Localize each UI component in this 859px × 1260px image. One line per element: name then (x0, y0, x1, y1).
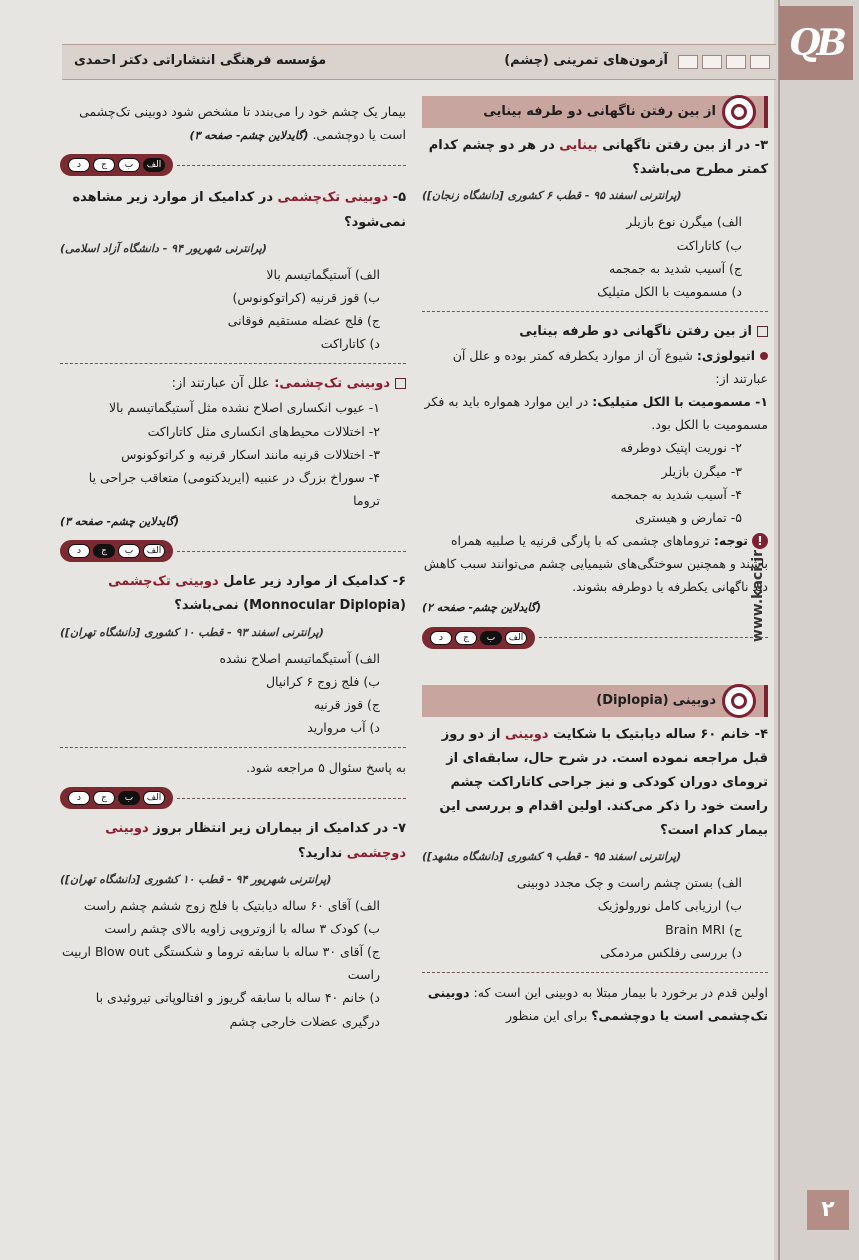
target-icon (722, 95, 756, 129)
option[interactable]: د) بررسی رفلکس مردمکی (600, 944, 742, 960)
answer-key-4: د ج ب الف (60, 154, 406, 176)
option[interactable]: ج) فلج عضله مستقیم فوقانی (227, 313, 380, 329)
warning-note: !توجه: تروماهای چشمی که با پارگی قرنیه یا صلبیه همراه باشند و همچنین سوختگی‌های شیمیایی چشم می‌توانند سبب کاهش دید ناگهانی یکطرفه یا دوطرفه بشوند. (423, 532, 768, 595)
header-decor (678, 55, 770, 69)
header-section-title: آزمون‌های تمرینی (چشم) (504, 53, 668, 68)
etiology-text: اتیولوژی: شیوع آن از موارد یکطرفه کمتر بوده و علل آن عبارتند از: (452, 347, 768, 387)
option[interactable]: الف) آستیگماتیسم بالا (266, 266, 380, 282)
divider (60, 747, 406, 748)
cause-item: ۴- سوراخ بزرگ در عنبیه (ایریدکتومی) متعاقب جراحی یا تروما (88, 469, 380, 508)
cause-1: ۱- مسمومیت با الکل متیلیک: در این موارد همواره باید به فکر مسمومیت با الکل بود. (424, 394, 768, 433)
option[interactable]: ج) آقای ۳۰ ساله با سابقه تروما و شکستگی Blow out اربیت راست (61, 944, 380, 983)
option[interactable]: الف) آستیگماتیسم اصلاح نشده (219, 650, 380, 666)
option[interactable]: ج) Brain MRI (665, 921, 742, 937)
question-7: ۷- در کدامیک از بیماران زیر انتظار بروز دوبینی دوچشمی ندارید؟ (105, 821, 406, 861)
option[interactable]: د) مسمومیت با الکل متیلیک (597, 283, 742, 299)
option[interactable]: د) خانم ۴۰ ساله با سابقه گریوز و افتالوپاتی تیروئیدی با درگیری عضلات خارجی چشم (95, 990, 380, 1029)
side-rule (778, 0, 780, 1260)
section-heading-diplopia: دوبینی (Diplopia) (422, 685, 768, 717)
cause-item: ۳- میگرن بازیلر (661, 463, 742, 479)
question-3: ۳- در از بین رفتن ناگهانی بینایی در هر دو چشم کدام کمتر مطرح می‌باشد؟ (428, 138, 768, 178)
option[interactable]: الف) آقای ۶۰ ساله دیابتیک با فلج زوج ششم چشم راست (83, 897, 380, 913)
question-7-source: (پرانترنی شهریور ۹۴ - قطب ۱۰ کشوری [دانشگاه تهران]) (60, 872, 332, 886)
answer-key-6: د ج ب الف (60, 787, 406, 809)
continued-text: بیمار یک چشم خود را می‌بندد تا مشخص شود دوبینی تک‌چشمی است یا دوچشمی. (گایدلاین چشم- صفحه ۳) (79, 104, 406, 143)
cause-item: ۳- اختلالات قرنیه مانند اسکار قرنیه و کراتوکونوس (121, 446, 380, 462)
option[interactable]: ب) قوز قرنیه (کراتوکونوس) (232, 290, 380, 306)
page-number: ۲ (807, 1190, 849, 1230)
question-3-source: (پرانترنی اسفند ۹۵ - قطب ۶ کشوری [دانشگاه زنجان]) (422, 189, 682, 203)
option[interactable]: د) آب مروارید (307, 720, 380, 736)
monocular-heading: دوبینی تک‌چشمی: علل آن عبارتند از: (60, 372, 406, 396)
question-5: ۵- دوبینی تک‌چشمی در کدامیک از موارد زیر مشاهده نمی‌شود؟ (72, 190, 406, 230)
option[interactable]: ج) آسیب شدید به جمجمه (608, 260, 742, 276)
cause-item: ۴- آسیب شدید به جمجمه (610, 486, 742, 502)
right-column (422, 96, 768, 1027)
option[interactable]: ب) کودک ۳ ساله با ازوتروپی زاویه بالای چشم راست (104, 921, 380, 937)
option[interactable]: ج) قوز قرنیه (313, 697, 380, 713)
section-heading-bilateral: از بین رفتن ناگهانی دو طرفه بینایی (422, 96, 768, 128)
target-icon (722, 684, 756, 718)
explanation-heading: از بین رفتن ناگهانی دو طرفه بینایی (422, 320, 768, 344)
left-column (60, 100, 406, 1033)
question-5-source: (پرانترنی شهریور ۹۴ - دانشگاه آزاد اسلامی) (60, 241, 267, 255)
divider (422, 311, 768, 312)
question-4-source: (پرانترنی اسفند ۹۵ - قطب ۹ کشوری [دانشگاه مشهد]) (422, 849, 682, 863)
option[interactable]: د) کاتاراکت (320, 336, 380, 352)
question-6-explanation: به پاسخ سئوال ۵ مراجعه شود. (246, 760, 406, 776)
option[interactable]: الف) بستن چشم راست و چک مجدد دوبینی (516, 875, 742, 891)
cause-item: ۵- تمارض و هیستری (635, 509, 742, 525)
reference: (گایدلاین چشم- صفحه ۲) (422, 601, 542, 615)
question-6: ۶- کدامیک از موارد زیر عامل دوبینی تک‌چشمی (Monnocular Diplopia) نمی‌باشد؟ (108, 574, 406, 614)
header-publisher: مؤسسه فرهنگی انتشاراتی دکتر احمدی (74, 53, 327, 68)
question-4-explanation: اولین قدم در برخورد با بیمار مبتلا به دوبینی این است که: دوبینی تک‌چشمی است یا دوچشمی؟ برای این منظور (427, 984, 768, 1023)
option[interactable]: ب) فلج زوج ۶ کرانیال (265, 673, 380, 689)
option[interactable]: الف) میگرن نوع بازیلر (626, 214, 742, 230)
reference: (گایدلاین چشم- صفحه ۳) (60, 515, 180, 529)
option[interactable]: ب) ارزیابی کامل نورولوژیک (597, 898, 742, 914)
divider (60, 363, 406, 364)
answer-key-3: د ج ب الف (422, 627, 768, 649)
page-header (62, 44, 776, 80)
cause-item: ۲- نوریت اپتیک دوطرفه (620, 440, 742, 456)
answer-key-5: د ج ب الف (60, 540, 406, 562)
question-6-source: (پرانترنی اسفند ۹۳ - قطب ۱۰ کشوری [دانشگاه تهران]) (60, 625, 324, 639)
cause-item: ۲- اختلالات محیط‌های انکساری مثل کاتاراکت (147, 423, 380, 439)
brand-logo: QB (779, 6, 853, 80)
website-url[interactable]: www.kaci.ir (750, 549, 766, 643)
cause-item: ۱- عیوب انکساری اصلاح نشده مثل آستیگماتیسم بالا (109, 400, 380, 416)
question-4: ۴- خانم ۶۰ ساله دیابتیک با شکایت دوبینی از دو روز قبل مراجعه نموده است. در شرح حال، سابقه‌ای از ترومای دوران کودکی و نیز جراحی کاتاراکت چشم راست خود را ذکر می‌کند. اولین اقدام و بررسی این بیمار کدام است؟ (439, 726, 768, 838)
option[interactable]: ب) کاتاراکت (676, 237, 742, 253)
divider (422, 972, 768, 973)
side-strip (750, 0, 859, 1260)
